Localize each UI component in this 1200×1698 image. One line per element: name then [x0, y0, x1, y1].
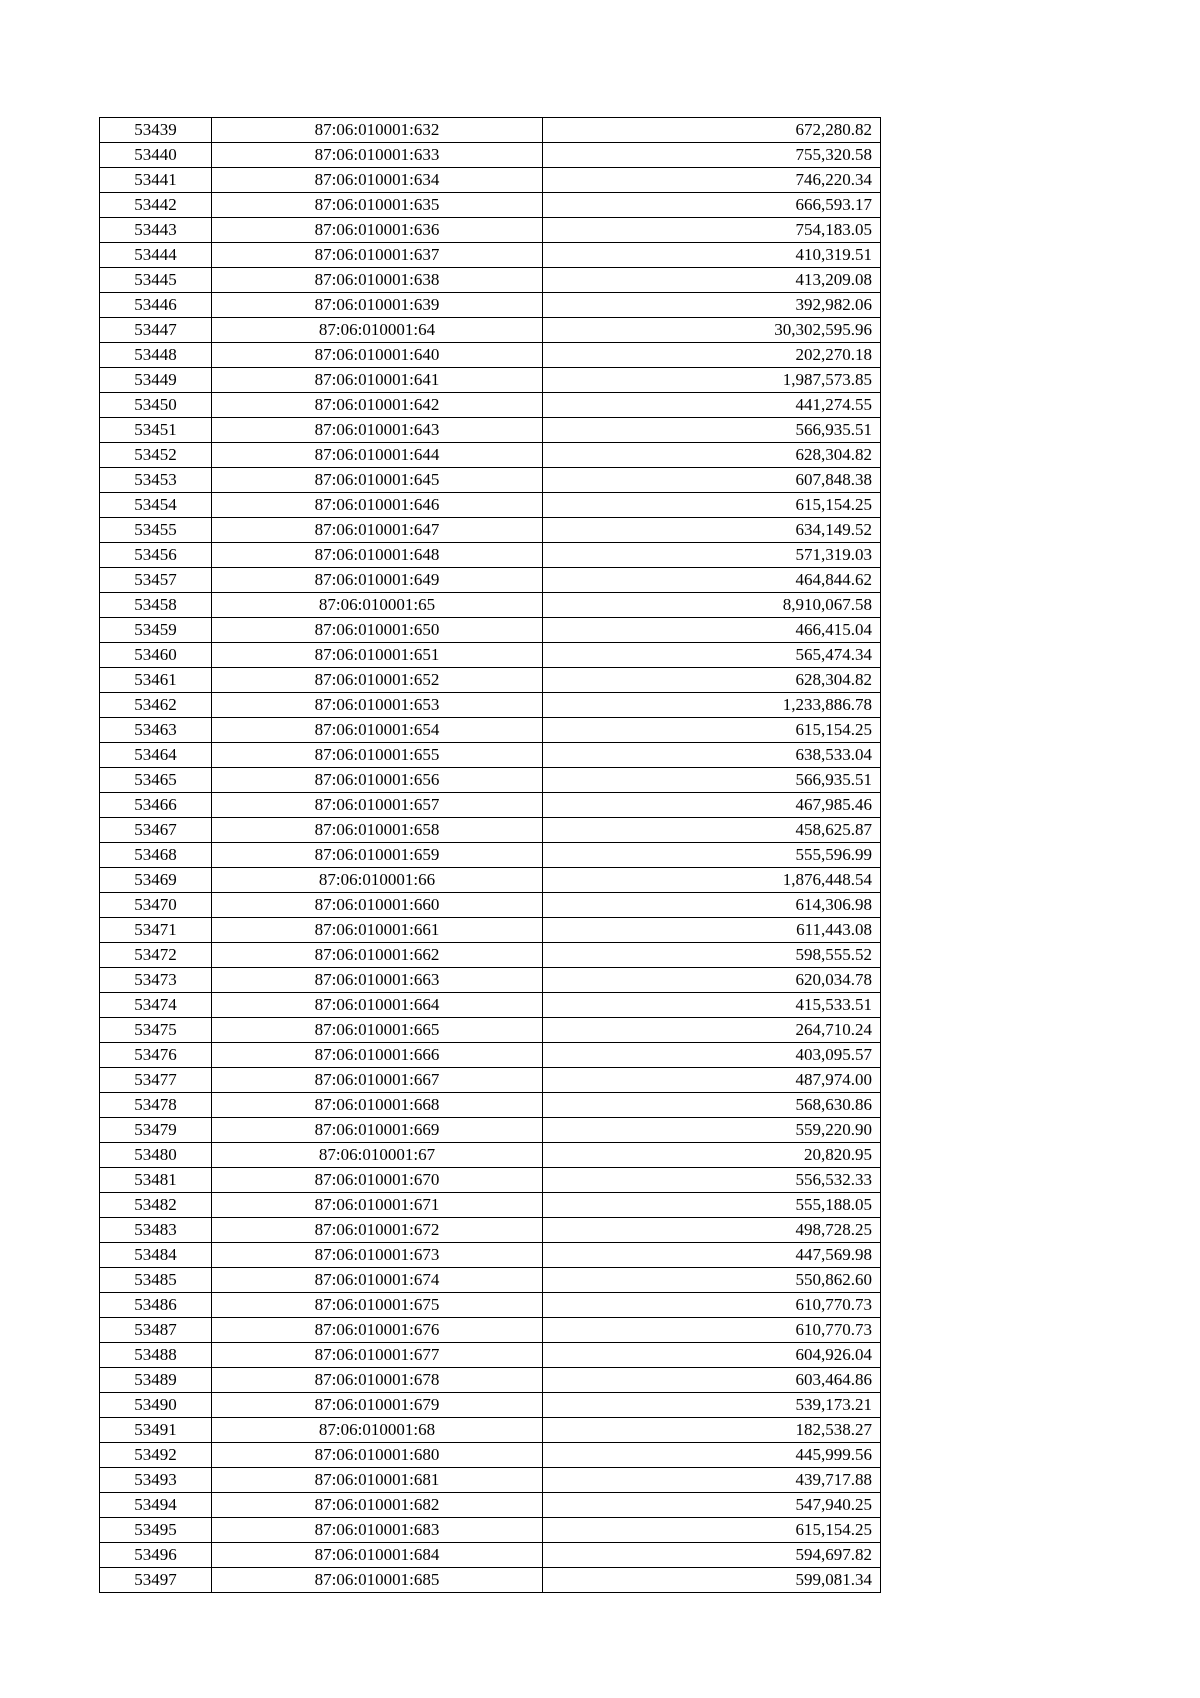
cadastral-number-cell: 87:06:010001:674	[212, 1268, 543, 1293]
table-row	[100, 1318, 881, 1343]
value-cell: 410,319.51	[543, 243, 881, 268]
row-number-cell: 53493	[100, 1468, 212, 1493]
cadastral-number-cell: 87:06:010001:658	[212, 818, 543, 843]
table-row	[100, 968, 881, 993]
value-cell: 464,844.62	[543, 568, 881, 593]
row-number-cell: 53497	[100, 1568, 212, 1593]
cadastral-number-cell: 87:06:010001:66	[212, 868, 543, 893]
value-cell: 754,183.05	[543, 218, 881, 243]
cadastral-number-cell: 87:06:010001:65	[212, 593, 543, 618]
row-number-cell: 53489	[100, 1368, 212, 1393]
row-number-cell: 53485	[100, 1268, 212, 1293]
value-cell: 610,770.73	[543, 1293, 881, 1318]
table-row	[100, 818, 881, 843]
value-cell: 598,555.52	[543, 943, 881, 968]
table-row	[100, 543, 881, 568]
value-cell: 565,474.34	[543, 643, 881, 668]
cadastral-value-table	[99, 117, 881, 1593]
value-cell: 550,862.60	[543, 1268, 881, 1293]
table-row	[100, 1368, 881, 1393]
cadastral-number-cell: 87:06:010001:634	[212, 168, 543, 193]
cadastral-number-cell: 87:06:010001:67	[212, 1143, 543, 1168]
table-row	[100, 1193, 881, 1218]
table-row	[100, 293, 881, 318]
value-cell: 498,728.25	[543, 1218, 881, 1243]
table-row	[100, 743, 881, 768]
value-cell: 1,233,886.78	[543, 693, 881, 718]
value-cell: 566,935.51	[543, 768, 881, 793]
row-number-cell: 53496	[100, 1543, 212, 1568]
row-number-cell: 53483	[100, 1218, 212, 1243]
row-number-cell: 53467	[100, 818, 212, 843]
table-row	[100, 518, 881, 543]
value-cell: 539,173.21	[543, 1393, 881, 1418]
cadastral-number-cell: 87:06:010001:678	[212, 1368, 543, 1393]
cadastral-number-cell: 87:06:010001:655	[212, 743, 543, 768]
table-row	[100, 618, 881, 643]
row-number-cell: 53440	[100, 143, 212, 168]
table-row	[100, 893, 881, 918]
cadastral-number-cell: 87:06:010001:673	[212, 1243, 543, 1268]
cadastral-number-cell: 87:06:010001:665	[212, 1018, 543, 1043]
table-row	[100, 1118, 881, 1143]
value-cell: 666,593.17	[543, 193, 881, 218]
value-cell: 447,569.98	[543, 1243, 881, 1268]
value-cell: 615,154.25	[543, 718, 881, 743]
value-cell: 392,982.06	[543, 293, 881, 318]
value-cell: 556,532.33	[543, 1168, 881, 1193]
table-row	[100, 918, 881, 943]
value-cell: 415,533.51	[543, 993, 881, 1018]
value-cell: 264,710.24	[543, 1018, 881, 1043]
table-row	[100, 243, 881, 268]
cadastral-number-cell: 87:06:010001:666	[212, 1043, 543, 1068]
value-cell: 672,280.82	[543, 118, 881, 143]
value-cell: 638,533.04	[543, 743, 881, 768]
row-number-cell: 53455	[100, 518, 212, 543]
value-cell: 615,154.25	[543, 1518, 881, 1543]
value-cell: 628,304.82	[543, 443, 881, 468]
table-row	[100, 1443, 881, 1468]
cadastral-number-cell: 87:06:010001:646	[212, 493, 543, 518]
row-number-cell: 53474	[100, 993, 212, 1018]
value-cell: 555,188.05	[543, 1193, 881, 1218]
value-cell: 634,149.52	[543, 518, 881, 543]
table-row	[100, 1293, 881, 1318]
row-number-cell: 53473	[100, 968, 212, 993]
value-cell: 466,415.04	[543, 618, 881, 643]
row-number-cell: 53448	[100, 343, 212, 368]
value-cell: 620,034.78	[543, 968, 881, 993]
row-number-cell: 53481	[100, 1168, 212, 1193]
table-row	[100, 1043, 881, 1068]
value-cell: 467,985.46	[543, 793, 881, 818]
row-number-cell: 53461	[100, 668, 212, 693]
table-body	[100, 118, 881, 1593]
table-row	[100, 1468, 881, 1493]
table-row	[100, 1568, 881, 1593]
row-number-cell: 53445	[100, 268, 212, 293]
cadastral-number-cell: 87:06:010001:64	[212, 318, 543, 343]
value-cell: 607,848.38	[543, 468, 881, 493]
value-cell: 604,926.04	[543, 1343, 881, 1368]
cadastral-number-cell: 87:06:010001:663	[212, 968, 543, 993]
table-row	[100, 118, 881, 143]
value-cell: 20,820.95	[543, 1143, 881, 1168]
row-number-cell: 53457	[100, 568, 212, 593]
row-number-cell: 53487	[100, 1318, 212, 1343]
table-row	[100, 693, 881, 718]
value-cell: 559,220.90	[543, 1118, 881, 1143]
cadastral-number-cell: 87:06:010001:656	[212, 768, 543, 793]
value-cell: 610,770.73	[543, 1318, 881, 1343]
value-cell: 30,302,595.96	[543, 318, 881, 343]
cadastral-number-cell: 87:06:010001:648	[212, 543, 543, 568]
table-row	[100, 1518, 881, 1543]
value-cell: 568,630.86	[543, 1093, 881, 1118]
table-row	[100, 868, 881, 893]
table-row	[100, 1143, 881, 1168]
row-number-cell: 53478	[100, 1093, 212, 1118]
cadastral-number-cell: 87:06:010001:676	[212, 1318, 543, 1343]
table-row	[100, 643, 881, 668]
value-cell: 1,876,448.54	[543, 868, 881, 893]
row-number-cell: 53491	[100, 1418, 212, 1443]
table-row	[100, 368, 881, 393]
row-number-cell: 53463	[100, 718, 212, 743]
row-number-cell: 53442	[100, 193, 212, 218]
row-number-cell: 53456	[100, 543, 212, 568]
table-row	[100, 168, 881, 193]
value-cell: 445,999.56	[543, 1443, 881, 1468]
row-number-cell: 53480	[100, 1143, 212, 1168]
row-number-cell: 53486	[100, 1293, 212, 1318]
cadastral-number-cell: 87:06:010001:657	[212, 793, 543, 818]
value-cell: 615,154.25	[543, 493, 881, 518]
row-number-cell: 53454	[100, 493, 212, 518]
row-number-cell: 53488	[100, 1343, 212, 1368]
cadastral-number-cell: 87:06:010001:667	[212, 1068, 543, 1093]
row-number-cell: 53447	[100, 318, 212, 343]
row-number-cell: 53466	[100, 793, 212, 818]
cadastral-number-cell: 87:06:010001:659	[212, 843, 543, 868]
table-row	[100, 768, 881, 793]
row-number-cell: 53452	[100, 443, 212, 468]
value-cell: 487,974.00	[543, 1068, 881, 1093]
cadastral-number-cell: 87:06:010001:682	[212, 1493, 543, 1518]
value-cell: 614,306.98	[543, 893, 881, 918]
row-number-cell: 53441	[100, 168, 212, 193]
cadastral-number-cell: 87:06:010001:649	[212, 568, 543, 593]
row-number-cell: 53453	[100, 468, 212, 493]
value-cell: 439,717.88	[543, 1468, 881, 1493]
row-number-cell: 53462	[100, 693, 212, 718]
table-row	[100, 1218, 881, 1243]
table-row	[100, 1543, 881, 1568]
value-cell: 8,910,067.58	[543, 593, 881, 618]
row-number-cell: 53459	[100, 618, 212, 643]
row-number-cell: 53465	[100, 768, 212, 793]
value-cell: 202,270.18	[543, 343, 881, 368]
row-number-cell: 53450	[100, 393, 212, 418]
cadastral-number-cell: 87:06:010001:632	[212, 118, 543, 143]
cadastral-number-cell: 87:06:010001:675	[212, 1293, 543, 1318]
table-row	[100, 568, 881, 593]
row-number-cell: 53444	[100, 243, 212, 268]
table-row	[100, 1068, 881, 1093]
table-row	[100, 1493, 881, 1518]
row-number-cell: 53490	[100, 1393, 212, 1418]
value-cell: 755,320.58	[543, 143, 881, 168]
cadastral-number-cell: 87:06:010001:633	[212, 143, 543, 168]
table-row	[100, 1343, 881, 1368]
cadastral-number-cell: 87:06:010001:662	[212, 943, 543, 968]
table-row	[100, 668, 881, 693]
cadastral-number-cell: 87:06:010001:661	[212, 918, 543, 943]
value-cell: 413,209.08	[543, 268, 881, 293]
value-cell: 458,625.87	[543, 818, 881, 843]
table-row	[100, 993, 881, 1018]
cadastral-number-cell: 87:06:010001:652	[212, 668, 543, 693]
row-number-cell: 53492	[100, 1443, 212, 1468]
table-row	[100, 718, 881, 743]
row-number-cell: 53471	[100, 918, 212, 943]
cadastral-number-cell: 87:06:010001:685	[212, 1568, 543, 1593]
row-number-cell: 53443	[100, 218, 212, 243]
cadastral-number-cell: 87:06:010001:638	[212, 268, 543, 293]
value-cell: 555,596.99	[543, 843, 881, 868]
cadastral-number-cell: 87:06:010001:639	[212, 293, 543, 318]
cadastral-number-cell: 87:06:010001:650	[212, 618, 543, 643]
cadastral-number-cell: 87:06:010001:644	[212, 443, 543, 468]
cadastral-number-cell: 87:06:010001:647	[212, 518, 543, 543]
cadastral-number-cell: 87:06:010001:642	[212, 393, 543, 418]
table-row	[100, 218, 881, 243]
cadastral-number-cell: 87:06:010001:645	[212, 468, 543, 493]
cadastral-number-cell: 87:06:010001:669	[212, 1118, 543, 1143]
row-number-cell: 53469	[100, 868, 212, 893]
table-row	[100, 843, 881, 868]
table-row	[100, 793, 881, 818]
cadastral-number-cell: 87:06:010001:681	[212, 1468, 543, 1493]
cadastral-number-cell: 87:06:010001:660	[212, 893, 543, 918]
row-number-cell: 53482	[100, 1193, 212, 1218]
row-number-cell: 53495	[100, 1518, 212, 1543]
table-row	[100, 143, 881, 168]
value-cell: 603,464.86	[543, 1368, 881, 1393]
table-row	[100, 468, 881, 493]
table-row	[100, 1018, 881, 1043]
cadastral-number-cell: 87:06:010001:641	[212, 368, 543, 393]
row-number-cell: 53458	[100, 593, 212, 618]
cadastral-number-cell: 87:06:010001:637	[212, 243, 543, 268]
cadastral-number-cell: 87:06:010001:643	[212, 418, 543, 443]
row-number-cell: 53451	[100, 418, 212, 443]
cadastral-number-cell: 87:06:010001:683	[212, 1518, 543, 1543]
table-row	[100, 1093, 881, 1118]
table-row	[100, 1418, 881, 1443]
value-cell: 566,935.51	[543, 418, 881, 443]
row-number-cell: 53476	[100, 1043, 212, 1068]
value-cell: 441,274.55	[543, 393, 881, 418]
cadastral-number-cell: 87:06:010001:672	[212, 1218, 543, 1243]
value-cell: 571,319.03	[543, 543, 881, 568]
cadastral-number-cell: 87:06:010001:680	[212, 1443, 543, 1468]
table-row	[100, 493, 881, 518]
row-number-cell: 53479	[100, 1118, 212, 1143]
value-cell: 547,940.25	[543, 1493, 881, 1518]
value-cell: 594,697.82	[543, 1543, 881, 1568]
row-number-cell: 53472	[100, 943, 212, 968]
table-row	[100, 1393, 881, 1418]
value-cell: 611,443.08	[543, 918, 881, 943]
row-number-cell: 53449	[100, 368, 212, 393]
cadastral-number-cell: 87:06:010001:664	[212, 993, 543, 1018]
cadastral-number-cell: 87:06:010001:668	[212, 1093, 543, 1118]
table-row	[100, 1168, 881, 1193]
cadastral-number-cell: 87:06:010001:679	[212, 1393, 543, 1418]
row-number-cell: 53464	[100, 743, 212, 768]
row-number-cell: 53477	[100, 1068, 212, 1093]
cadastral-number-cell: 87:06:010001:651	[212, 643, 543, 668]
table-row	[100, 268, 881, 293]
cadastral-number-cell: 87:06:010001:677	[212, 1343, 543, 1368]
table-row	[100, 593, 881, 618]
cadastral-number-cell: 87:06:010001:671	[212, 1193, 543, 1218]
cadastral-number-cell: 87:06:010001:640	[212, 343, 543, 368]
value-cell: 628,304.82	[543, 668, 881, 693]
table-row	[100, 443, 881, 468]
cadastral-number-cell: 87:06:010001:68	[212, 1418, 543, 1443]
value-cell: 1,987,573.85	[543, 368, 881, 393]
table-row	[100, 343, 881, 368]
row-number-cell: 53470	[100, 893, 212, 918]
cadastral-number-cell: 87:06:010001:653	[212, 693, 543, 718]
cadastral-number-cell: 87:06:010001:670	[212, 1168, 543, 1193]
row-number-cell: 53475	[100, 1018, 212, 1043]
cadastral-number-cell: 87:06:010001:635	[212, 193, 543, 218]
table-row	[100, 393, 881, 418]
value-cell: 182,538.27	[543, 1418, 881, 1443]
row-number-cell: 53468	[100, 843, 212, 868]
value-cell: 403,095.57	[543, 1043, 881, 1068]
row-number-cell: 53484	[100, 1243, 212, 1268]
row-number-cell: 53446	[100, 293, 212, 318]
table-row	[100, 193, 881, 218]
row-number-cell: 53494	[100, 1493, 212, 1518]
cadastral-number-cell: 87:06:010001:636	[212, 218, 543, 243]
table-row	[100, 418, 881, 443]
table-row	[100, 1243, 881, 1268]
cadastral-number-cell: 87:06:010001:684	[212, 1543, 543, 1568]
row-number-cell: 53460	[100, 643, 212, 668]
row-number-cell: 53439	[100, 118, 212, 143]
cadastral-number-cell: 87:06:010001:654	[212, 718, 543, 743]
value-cell: 599,081.34	[543, 1568, 881, 1593]
table-row	[100, 943, 881, 968]
table-row	[100, 1268, 881, 1293]
value-cell: 746,220.34	[543, 168, 881, 193]
table-row	[100, 318, 881, 343]
